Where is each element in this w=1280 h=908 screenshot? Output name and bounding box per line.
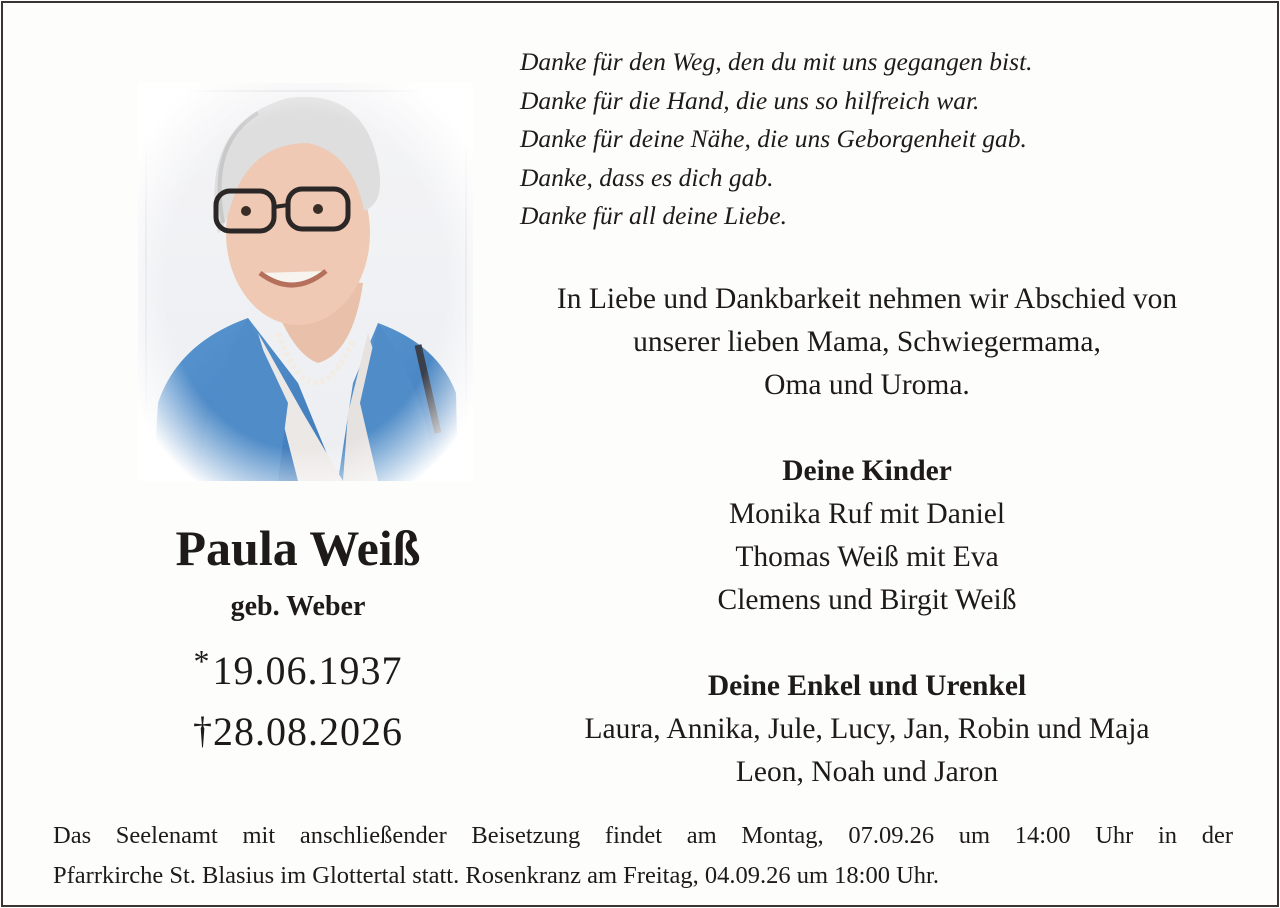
birth-date [98,636,498,696]
poem-line: Danke für deine Nähe, die uns Geborgenheit gab. [520,124,1027,154]
farewell-intro [503,278,1231,407]
poem [520,43,1240,236]
service-line: Pfarrkirche St. Blasius im Glottertal statt. Rosenkranz am Freitag, 04.09.26 um 18:00 Uhr. [53,862,939,889]
poem-line: Danke für die Hand, die uns so hilfreich war. [520,85,980,115]
intro-line: In Liebe und Dankbarkeit nehmen wir Abschied von [556,283,1178,315]
portrait-photo [138,83,473,481]
maiden-name: geb. Weber [230,591,366,622]
children-heading: Deine Kinder [782,455,952,487]
death-date-value: 28.08.2026 [213,709,403,754]
death-date [98,706,498,757]
grandchildren-section [503,665,1231,794]
deceased-name: Paula Weiß [175,520,421,576]
intro-line: Oma und Uroma. [764,369,970,401]
poem-line: Danke, dass es dich gab. [520,162,774,192]
children-section [503,450,1231,622]
grandchildren-heading: Deine Enkel und Urenkel [707,670,1027,702]
service-line: Das Seelenamt mit anschließender Beisetzung findet am Montag, 07.09.26 um 14:00 Uhr in der [53,822,1233,849]
poem-line: Danke für den Weg, den du mit uns gegangen bist. [520,47,1033,76]
children-line: Thomas Weiß mit Eva [735,541,999,573]
obituary-frame [1,1,1279,907]
intro-line: unserer lieben Mama, Schwiegermama, [633,326,1101,358]
birth-star-icon: * [193,643,211,679]
death-cross-icon: † [193,710,213,752]
service-notice [53,816,1233,896]
birth-date-value: 19.06.1937 [212,648,403,693]
children-line: Clemens und Birgit Weiß [717,584,1017,616]
children-line: Monika Ruf mit Daniel [728,498,1006,530]
poem-line: Danke für all deine Liebe. [520,201,787,231]
grandchildren-line: Laura, Annika, Jule, Lucy, Jan, Robin und Maja [584,713,1150,745]
deceased-info [98,518,498,757]
grandchildren-line: Leon, Noah und Jaron [735,756,999,788]
